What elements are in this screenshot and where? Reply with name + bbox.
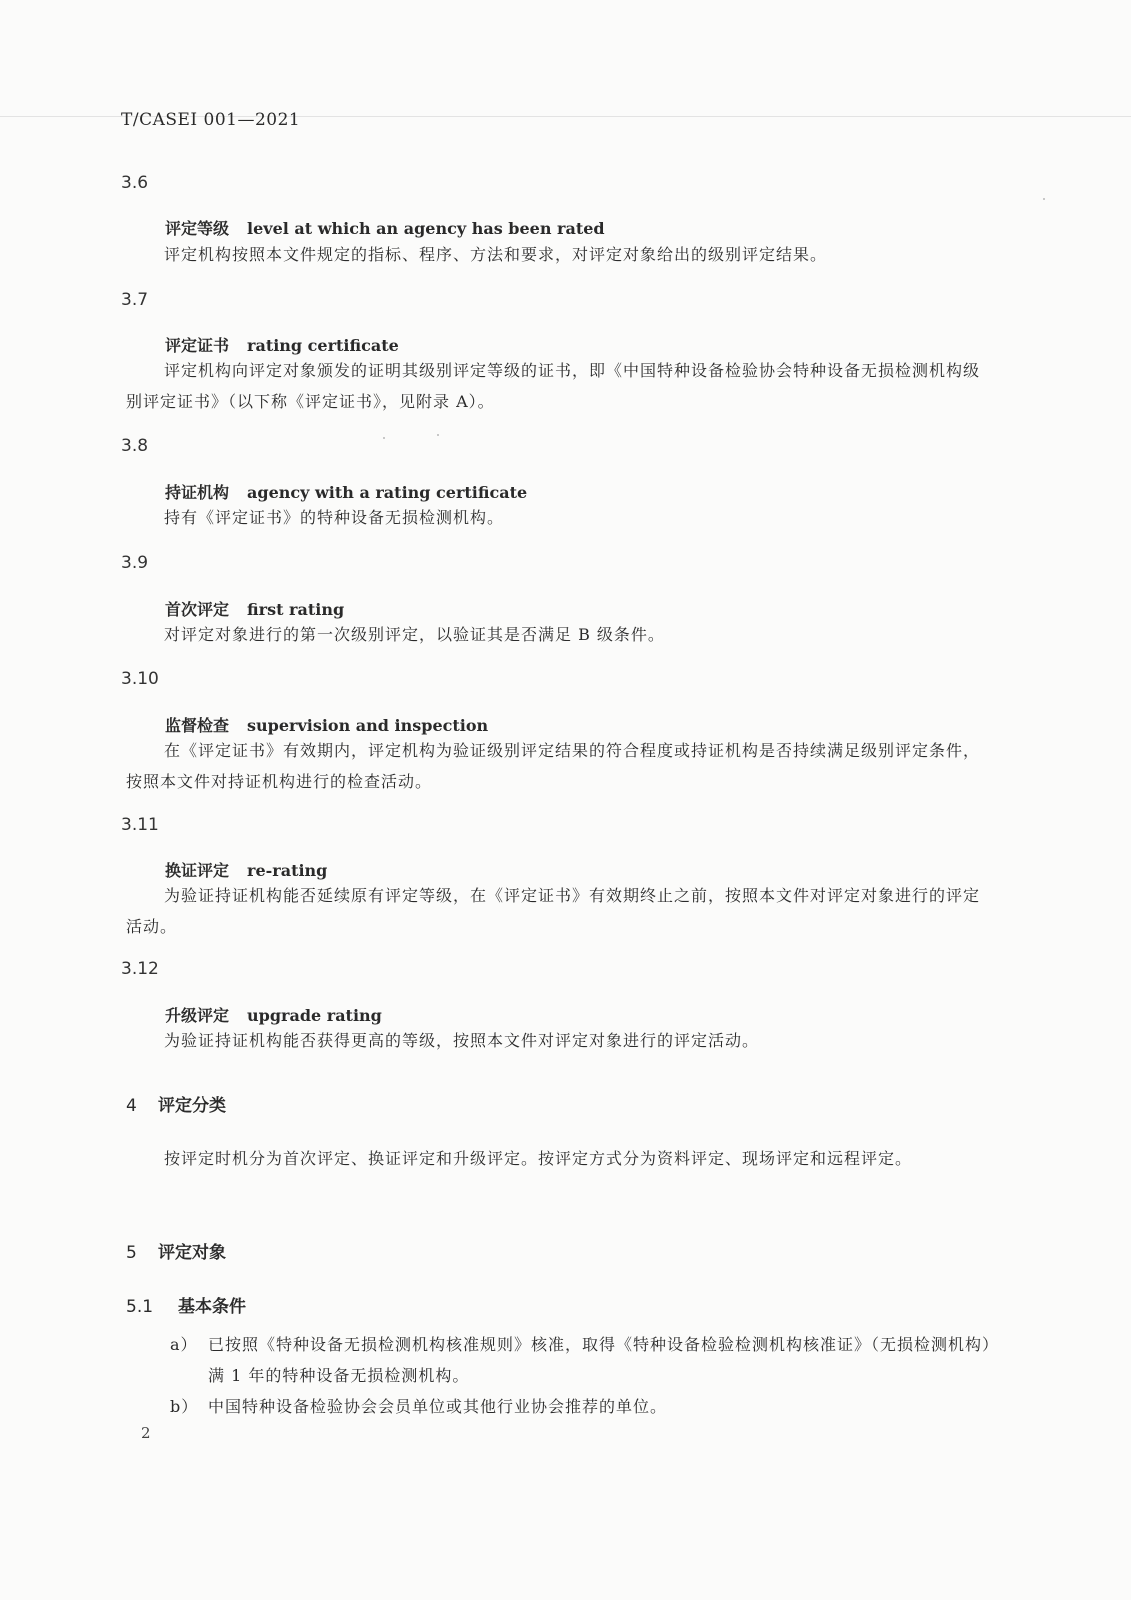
term-zh: 监督检查 <box>165 716 230 735</box>
term-title <box>165 333 399 356</box>
list-item <box>170 1391 996 1422</box>
term-zh: 首次评定 <box>165 600 230 619</box>
section-body: 按评定时机分为首次评定、换证评定和升级评定。按评定方式分为资料评定、现场评定和远程评定。 <box>164 1149 913 1168</box>
term-zh: 换证评定 <box>165 861 230 880</box>
term-en: supervision and inspection <box>247 716 489 735</box>
term-en: level at which an agency has been rated <box>247 219 605 238</box>
section-title: 评定对象 <box>158 1243 226 1263</box>
list-marker: a） <box>170 1335 198 1354</box>
clause-number: 3.8 <box>121 436 149 456</box>
clause-number: 3.11 <box>121 815 159 835</box>
scan-speck <box>1043 198 1045 200</box>
term-title <box>165 480 527 503</box>
term-zh: 评定等级 <box>165 219 230 238</box>
scan-speck <box>437 434 439 436</box>
term-title <box>165 858 327 881</box>
term-en: agency with a rating certificate <box>247 483 528 502</box>
term-zh: 评定证书 <box>165 336 230 355</box>
section-heading <box>126 1238 226 1263</box>
subsection-title: 基本条件 <box>178 1297 246 1317</box>
term-definition: 在《评定证书》有效期内，评定机构为验证级别评定结果的符合程度或持证机构是否持续满足级别评定条件，按照本文件对持证机构进行的检查活动。 <box>126 741 981 791</box>
list-item <box>170 1329 996 1391</box>
term-en: upgrade rating <box>247 1006 382 1025</box>
list-marker: b） <box>170 1397 199 1416</box>
term-definition: 评定机构按照本文件规定的指标、程序、方法和要求，对评定对象给出的级别评定结果。 <box>164 245 828 264</box>
term-title <box>165 216 605 239</box>
term-zh: 升级评定 <box>165 1006 230 1025</box>
scan-speck <box>383 437 385 439</box>
subsection-heading <box>126 1292 246 1317</box>
term-definition: 评定机构向评定对象颁发的证明其级别评定等级的证书，即《中国特种设备检验协会特种设备无损检测机构级别评定证书》（以下称《评定证书》，见附录 A）。 <box>126 361 981 411</box>
subsection-number: 5.1 <box>126 1297 154 1317</box>
clause-number: 3.10 <box>121 669 159 689</box>
term-title <box>165 597 344 620</box>
term-en: first rating <box>247 600 345 619</box>
list-text: 中国特种设备检验协会会员单位或其他行业协会推荐的单位。 <box>208 1397 668 1416</box>
standard-code: T/CASEI 001—2021 <box>121 110 301 130</box>
section-title: 评定分类 <box>158 1096 226 1116</box>
term-title <box>165 713 488 736</box>
page-number: 2 <box>141 1424 151 1442</box>
term-zh: 持证机构 <box>165 483 230 502</box>
term-title <box>165 1003 382 1026</box>
clause-number: 3.7 <box>121 290 149 310</box>
list-text: 已按照《特种设备无损检测机构核准规则》核准，取得《特种设备检验检测机构核准证》（无损检测机构）满 1 年的特种设备无损检测机构。 <box>208 1335 992 1385</box>
clause-number: 3.6 <box>121 173 149 193</box>
section-heading <box>126 1091 226 1116</box>
term-en: re-rating <box>247 861 328 880</box>
term-definition: 持有《评定证书》的特种设备无损检测机构。 <box>164 508 505 527</box>
clause-number: 3.9 <box>121 553 149 573</box>
term-en: rating certificate <box>247 336 399 355</box>
clause-number: 3.12 <box>121 959 159 979</box>
section-number: 5 <box>126 1243 137 1263</box>
term-definition: 为验证持证机构能否获得更高的等级，按照本文件对评定对象进行的评定活动。 <box>164 1031 760 1050</box>
term-definition: 对评定对象进行的第一次级别评定，以验证其是否满足 B 级条件。 <box>164 625 665 644</box>
term-definition: 为验证持证机构能否延续原有评定等级，在《评定证书》有效期终止之前，按照本文件对评定对象进行的评定活动。 <box>126 886 981 936</box>
section-number: 4 <box>126 1096 137 1116</box>
